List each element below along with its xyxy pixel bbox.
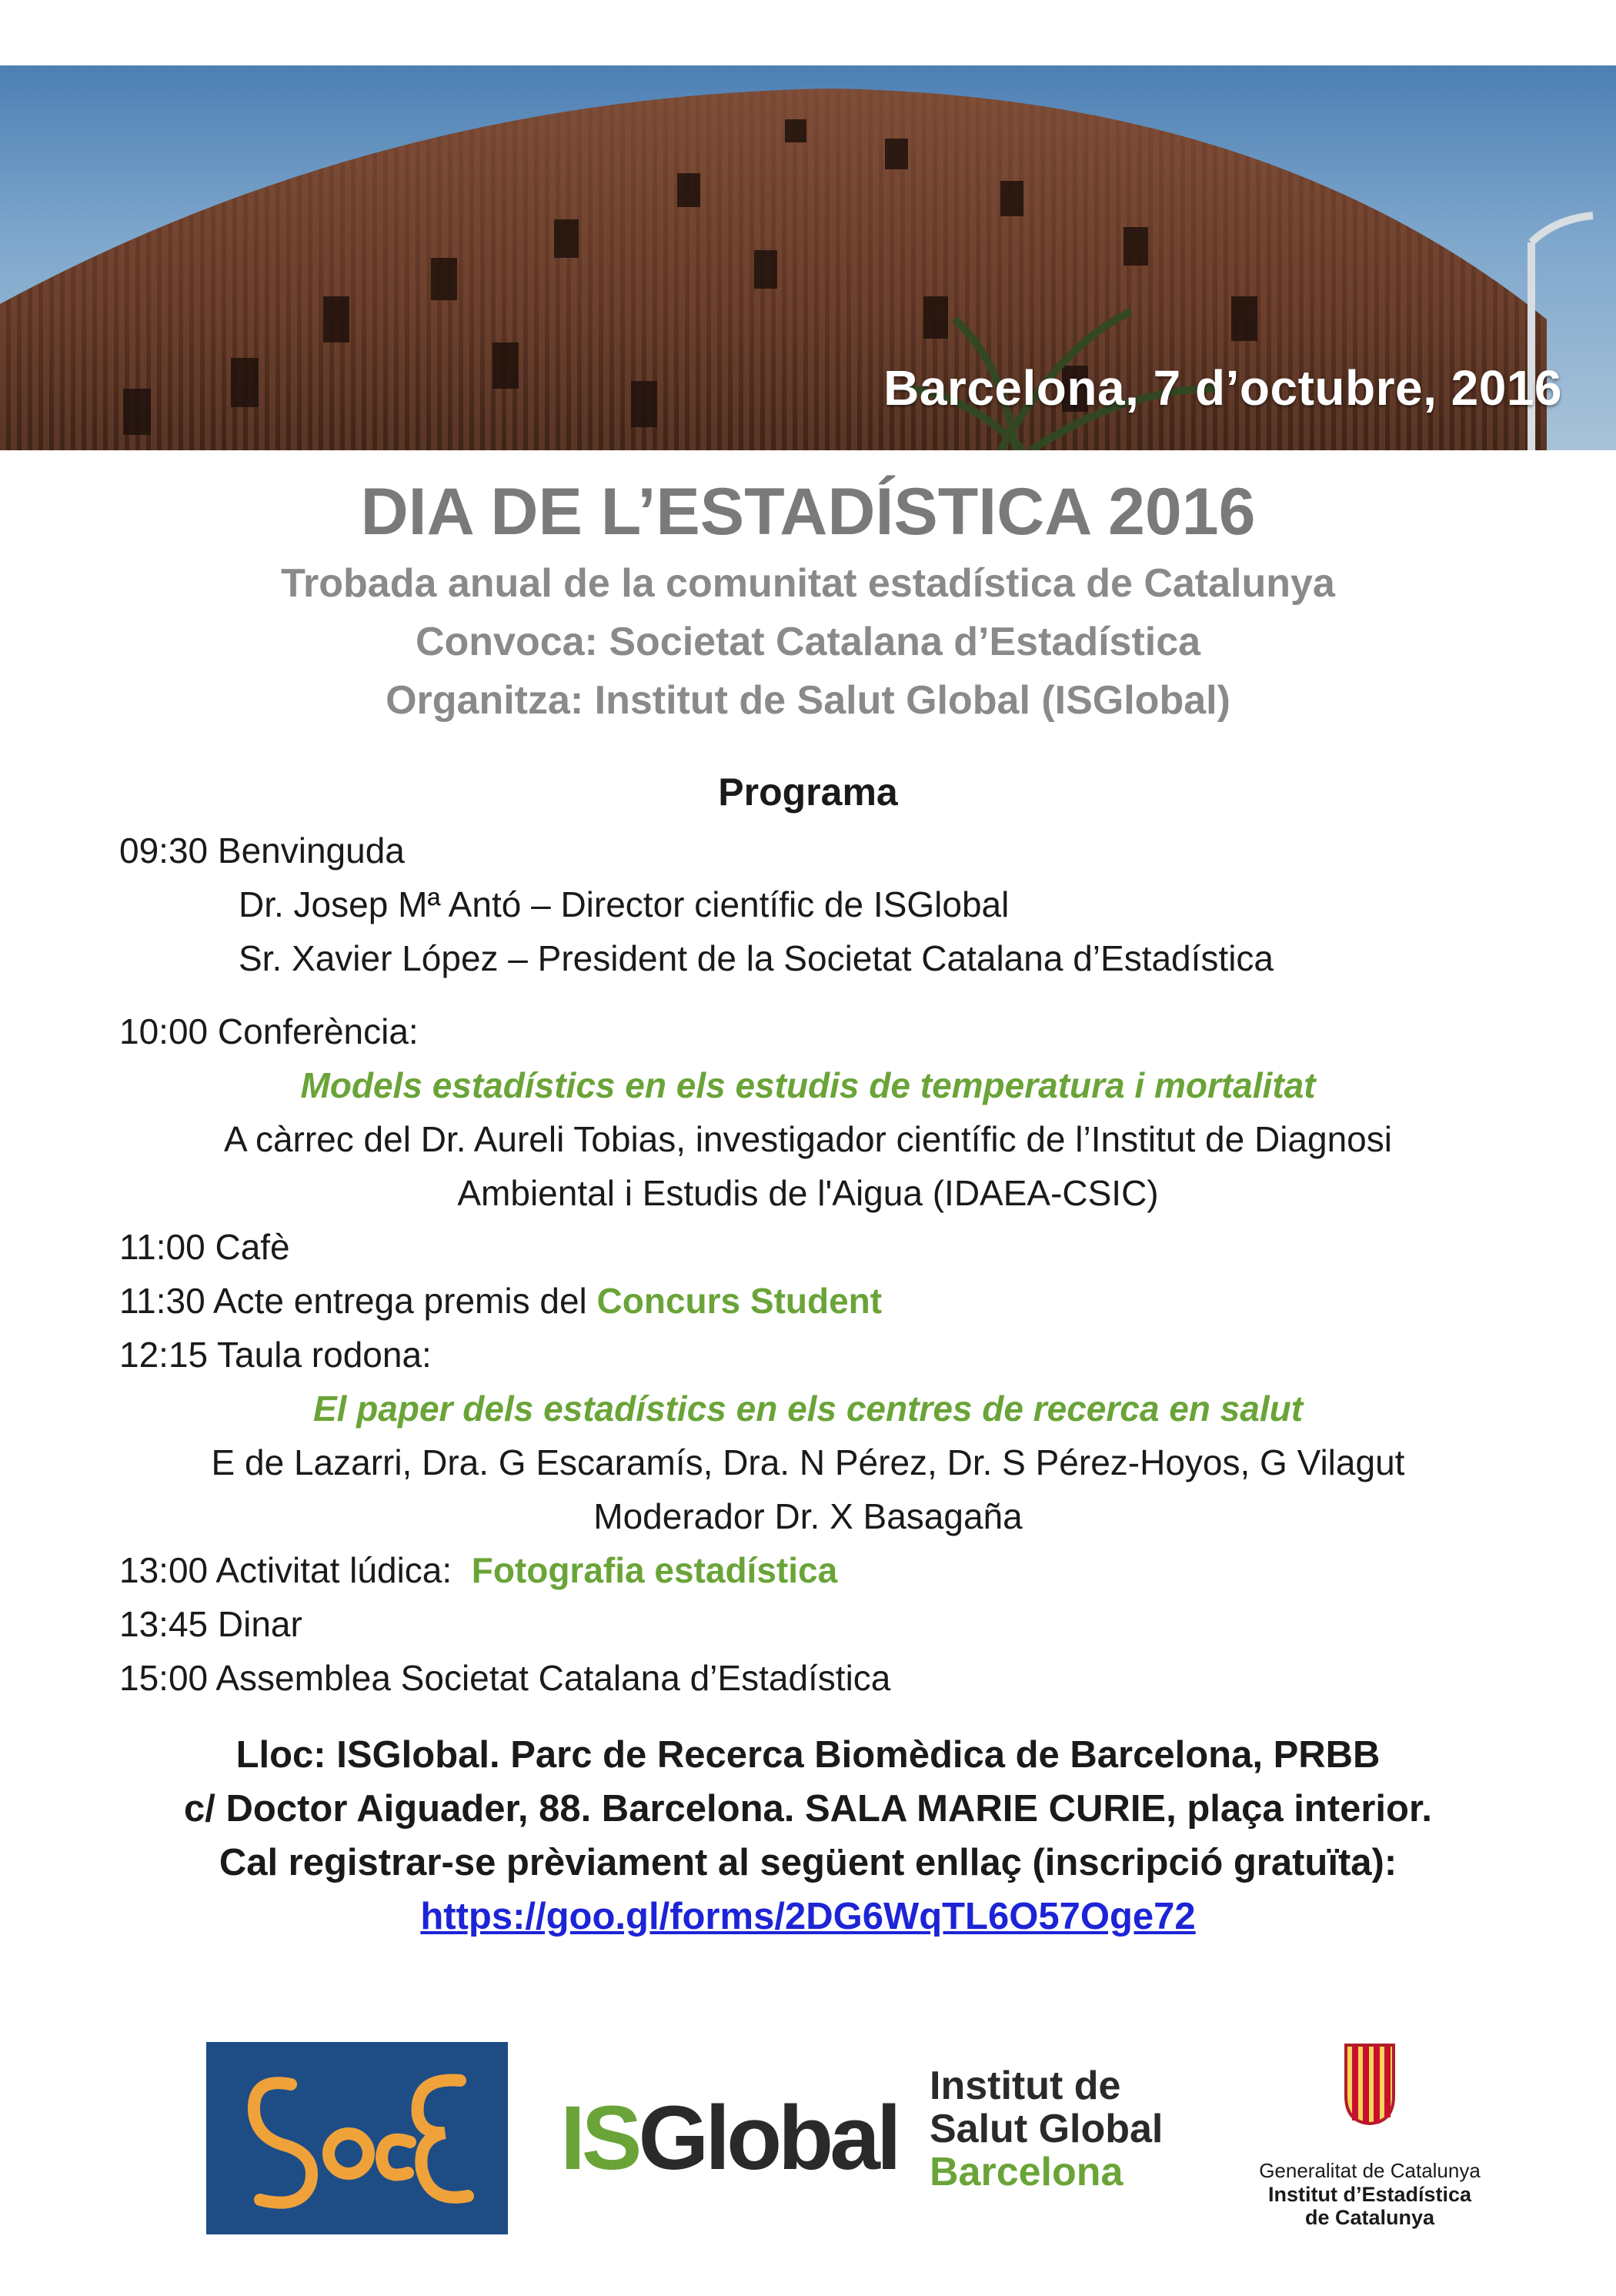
organitza-line: Organitza: Institut de Salut Global (ISGlobal): [386, 678, 1230, 723]
programa-heading: Programa: [718, 770, 898, 814]
conference-speaker: Ambiental i Estudis de l'Aigua (IDAEA-CSIC): [457, 1173, 1159, 1213]
schedule-round-table: 12:15 Taula rodona:: [119, 1335, 432, 1375]
isglobal-tagline: Institut de Salut Global Barcelona: [930, 2064, 1164, 2194]
venue-info: [0, 1728, 1616, 1943]
gencat-idescat-logo: [1208, 2036, 1531, 2244]
page-title: DIA DE L’ESTADÍSTICA 2016: [360, 475, 1256, 549]
conference-title: Models estadístics en els estudis de temperatura i mortalitat: [300, 1065, 1316, 1105]
schedule-coffee: 11:00 Cafè: [119, 1227, 290, 1267]
idescat-name: Institut d’Estadística: [1267, 2183, 1472, 2206]
socc-logo-mark: [206, 2042, 508, 2234]
awards-highlight: Concurs Student: [596, 1281, 883, 1321]
subtitle: Trobada anual de la comunitat estadística de Catalunya: [281, 561, 1335, 606]
catalan-shield-icon: [1343, 2042, 1397, 2127]
venue-line: Lloc: ISGlobal. Parc de Recerca Biomèdica de Barcelona, PRBB: [235, 1734, 1381, 1776]
round-table-panel: E de Lazarri, Dra. G Escaramís, Dra. N Pérez, Dr. S Pérez-Hoyos, G Vilagut: [211, 1442, 1405, 1482]
socc-logo: [206, 2042, 508, 2234]
idescat-name-cont: de Catalunya: [1304, 2206, 1435, 2229]
venue-address: c/ Doctor Aiguader, 88. Barcelona. SALA MARIE CURIE, plaça interior.: [184, 1788, 1432, 1830]
schedule-conference: 10:00 Conferència:: [119, 1011, 419, 1051]
convoca-line: Convoca: Societat Catalana d’Estadística: [415, 620, 1201, 664]
schedule-activity: [119, 1547, 837, 1593]
round-table-title: El paper dels estadístics en els centres de recerca en salut: [312, 1389, 1304, 1429]
title-block: [0, 470, 1616, 730]
schedule-awards: [119, 1278, 882, 1324]
schedule-lunch: 13:45 Dinar: [119, 1604, 302, 1644]
event-date: Barcelona, 7 d’octubre, 2016: [883, 360, 1562, 416]
registration-link[interactable]: https://goo.gl/forms/2DG6WqTL6O57Oge72: [420, 1896, 1196, 1937]
welcome-speaker: Dr. Josep Mª Antó – Director científic de ISGlobal: [239, 884, 1010, 924]
gencat-name: Generalitat de Catalunya: [1259, 2159, 1481, 2182]
activity-highlight: Fotografia estadística: [471, 1550, 838, 1590]
round-table-moderator: Moderador Dr. X Basagaña: [593, 1496, 1023, 1536]
schedule-assembly: 15:00 Assemblea Societat Catalana d’Estadística: [119, 1658, 891, 1698]
welcome-speaker: Sr. Xavier López – President de la Societat Catalana d’Estadística: [239, 938, 1274, 978]
isglobal-logo: [560, 2055, 1184, 2209]
header-banner-photo: [0, 65, 1616, 450]
conference-speaker: A càrrec del Dr. Aureli Tobias, investigador científic de l’Institut de Diagnosi: [224, 1119, 1392, 1159]
activity-text: 13:00 Activitat lúdica:: [119, 1550, 472, 1590]
registration-note: Cal registrar-se prèviament al següent enllaç (inscripció gratuïta):: [219, 1842, 1397, 1883]
isglobal-wordmark: ISGlobal: [560, 2087, 898, 2189]
schedule-welcome: 09:30 Benvinguda: [119, 831, 405, 871]
awards-text: 11:30 Acte entrega premis del: [119, 1281, 597, 1321]
